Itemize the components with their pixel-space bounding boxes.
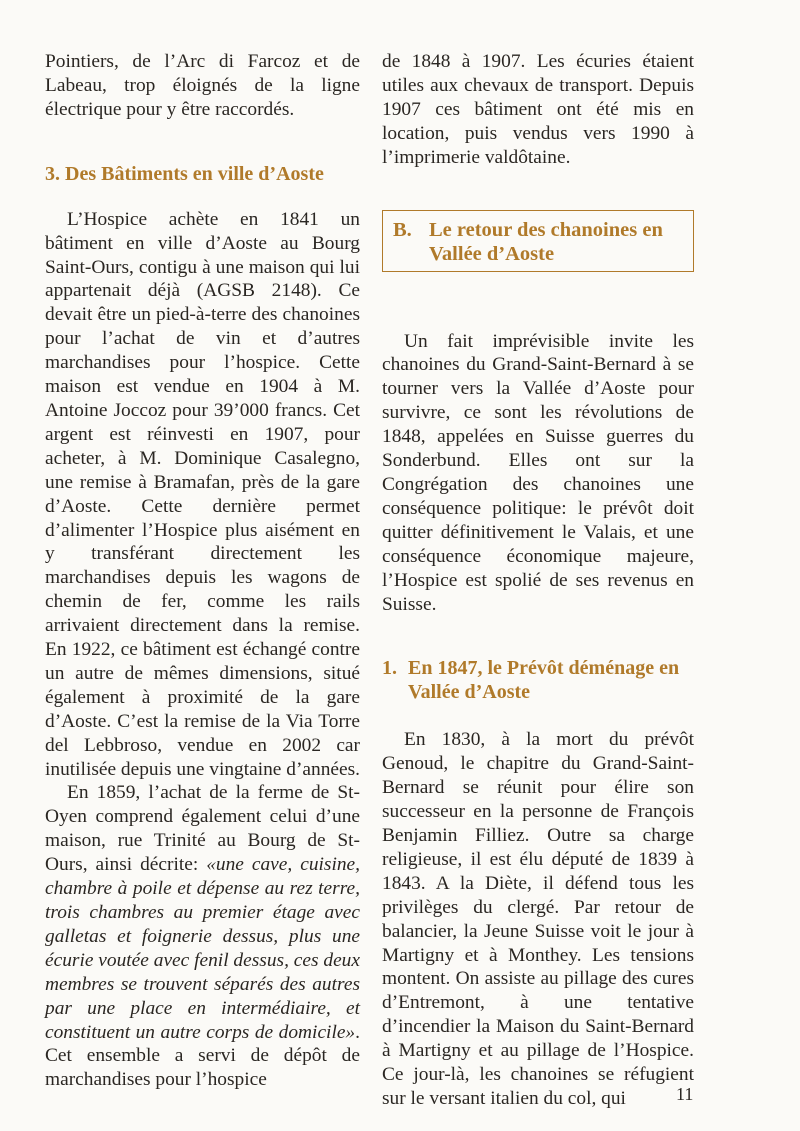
section-heading-number: 1. — [382, 657, 397, 680]
right-column — [382, 50, 694, 1111]
page-number: 11 — [676, 1084, 694, 1104]
paragraph-text: En 1859, l’achat de la ferme de St-Oyen comprend également celui d’une maison, rue Trinité au Bourg de St-Ours, ainsi décrite: — [45, 782, 360, 876]
boxed-heading-line-2: Vallée d’Aoste — [429, 242, 555, 265]
paragraph-hospice-1841: L’Hospice achète en 1841 un bâtiment en ville d’Aoste au Bourg Saint-Ours, contigu à une maison qui lui appartenait déjà (AGSB 2148). Ce devait être un pied-à-terre des chanoines pour l’achat de vin et d’autres marchandises pour l’hospice. Cette maison est vendue en 1904 à M. Antoine Joccoz pour 39’000 francs. Cet argent est réinvesti en 1907, pour acheter, à M. Dominique Casalegno, une remise à Bramafan, près de la gare d’Aoste. Cette dernière permet d’alimenter l’Hospice plus aisément en y transférant directement les marchandises depuis les wagons de chemin de fer, comme les rails arrivaient directement dans la remise. En 1922, ce bâtiment est échangé contre un autre de mêmes dimensions, situé également à proximité de la gare d’Aoste. C’est la remise de la Via Torre del Lebbroso, vendue en 2002 car inutilisée depuis une vingtaine d’années. — [45, 208, 361, 780]
paragraph-intro: Pointiers, de l’Arc di Farcoz et de Labeau, trop éloignés de la ligne électrique pour y être raccordés. — [45, 51, 360, 120]
paragraph-fait-imprevisible: Un fait imprévisible invite les chanoines du Grand-Saint-Bernard à se tourner vers la Vallée d’Aoste pour survivre, ce sont les révolutions de 1848, appelées en Suisse guerres du Sonderbund. Elles ont sur la Congrégation des chanoines une conséquence politique: le prévôt doit quitter définitivement le Valais, et une conséquence économique majeure, l’Hospice est spolié de ses revenus en Suisse. — [382, 330, 694, 615]
section-heading-text-1: En 1847, le Prévôt déménage en — [408, 657, 680, 680]
boxed-heading-letter: B. — [393, 218, 412, 241]
boxed-heading-line-1 — [393, 218, 683, 242]
quoted-description: «une cave, cuisine, chambre à poile et dépense au rez terre, trois chambres au premier étage avec galletas et foignerie dessus, plus une écurie voutée avec fenil dessus, ces deux membres se trouvent séparés des autres par une place en intermédiaire, et constituent un autre corps de domicile» — [45, 854, 360, 1043]
paragraph-continued: de 1848 à 1907. Les écuries étaient utiles aux chevaux de transport. Depuis 1907 ces bâtiment ont été mis en location, puis vendus vers 1990 à l’imprimerie valdôtaine. — [382, 51, 694, 168]
section-heading-batiments: 3. Des Bâtiments en ville d’Aoste — [45, 162, 324, 185]
paragraph-text: . Cet ensemble a servi de dépôt de marchandises pour l’hospice — [45, 1021, 360, 1091]
section-heading-prevot — [382, 656, 694, 704]
left-column — [45, 50, 360, 1092]
boxed-heading-title — [393, 218, 683, 266]
section-heading-line-2: Vallée d’Aoste — [408, 681, 531, 704]
boxed-section-heading — [382, 210, 694, 272]
section-heading-line-1 — [382, 656, 694, 680]
paragraph-ferme-st-oyen — [45, 781, 360, 1092]
boxed-heading-text-1: Le retour des chanoines en — [429, 218, 663, 241]
paragraph-1830: En 1830, à la mort du prévôt Genoud, le chapitre du Grand-Saint-Bernard se réunit pour élire son successeur en la personne de François Benjamin Filliez. Outre sa charge religieuse, il est élu député de 1839 à 1843. A la Diète, il défend tous les privilèges du clergé. Par retour de balancier, la Jeune Suisse voit le jour à Martigny et à Monthey. Les tensions montent. On assiste au pillage des cures d’Entremont, à une tentative d’incendier la Maison du Saint-Bernard à Martigny et au pillage de l’Hospice. Ce jour-là, les chanoines se réfugient sur le versant italien du col, qui — [382, 729, 694, 1109]
